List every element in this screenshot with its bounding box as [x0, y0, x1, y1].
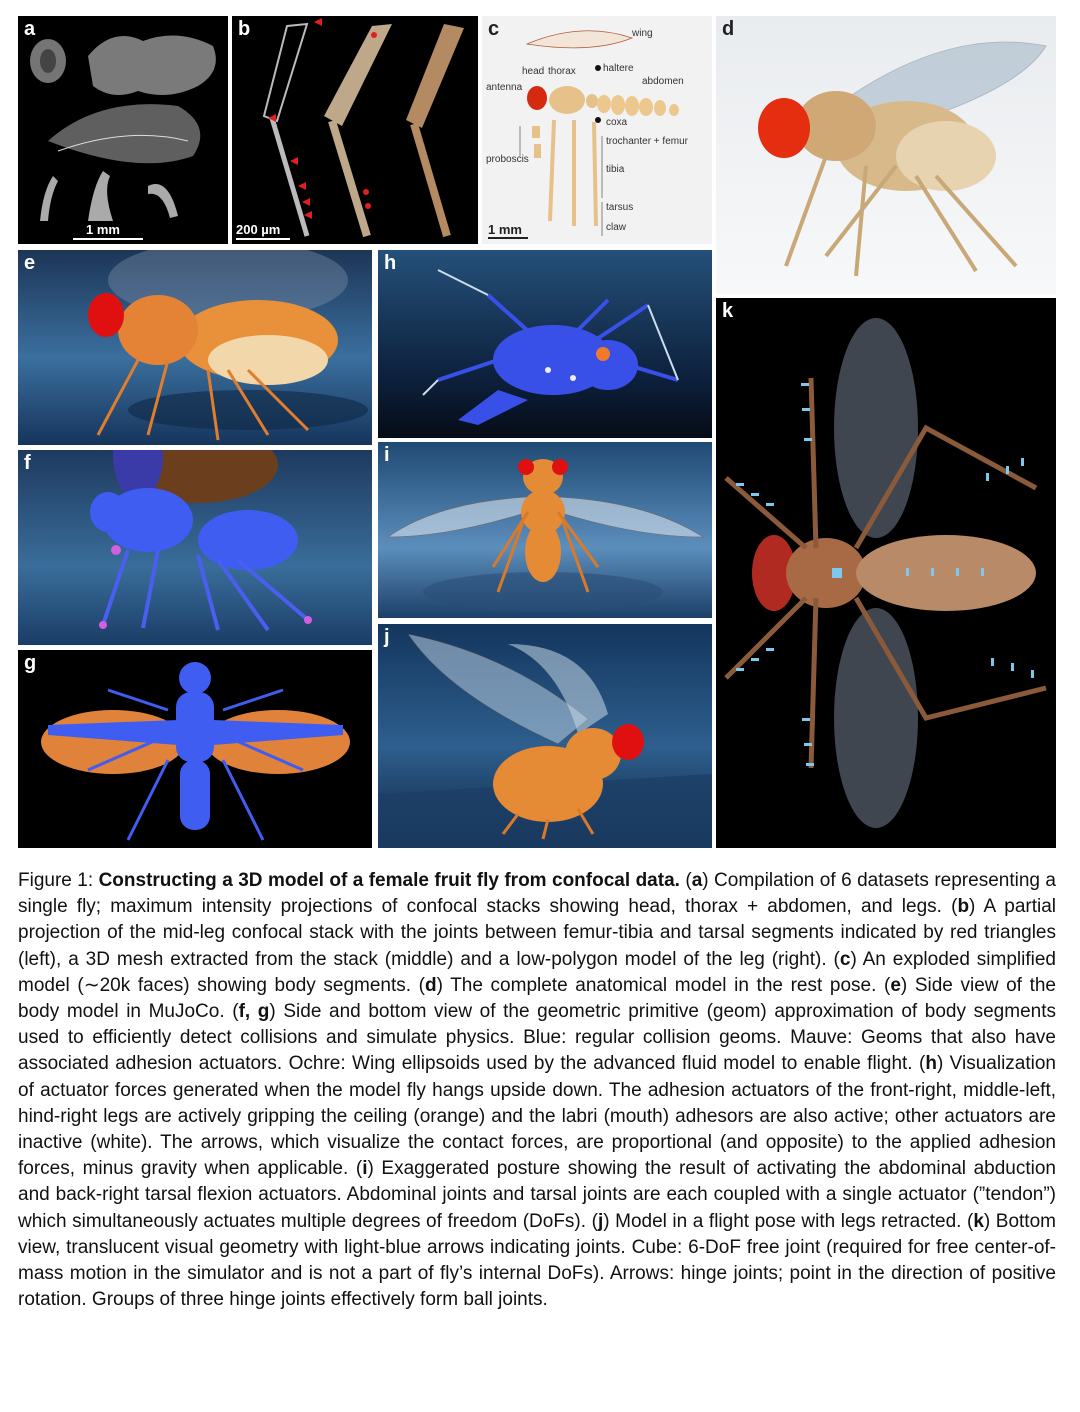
panel-e-label: e: [24, 252, 36, 274]
exaggerated-posture-image: [378, 442, 712, 618]
geom-bottom-view-image: [18, 650, 372, 848]
caption-panel-key: j: [597, 1210, 604, 1232]
flight-pose-image: [378, 624, 712, 848]
panel-c-annotation-abdomen: abdomen: [642, 76, 684, 87]
panel-b-label: b: [238, 18, 251, 40]
mid-leg-confocal-image: [232, 16, 478, 244]
panel-e: [18, 250, 372, 445]
panel-d: [716, 16, 1056, 294]
panel-c-annotation-antenna: antenna: [486, 82, 523, 93]
figure-caption: [18, 868, 1056, 1313]
panel-c-annotation-coxa: coxa: [606, 117, 628, 128]
caption-panel-text: A partial projection of the mid-leg confocal stack with the joints between femur-tibia and tarsal segments indicated by red triangles (left), a 3D mesh extracted from the stack (middle) and a low-polygon model of the leg (right).: [18, 896, 1057, 970]
panel-c-annotation-haltere: haltere: [603, 63, 634, 74]
panel-i-label: i: [384, 444, 390, 466]
caption-panel-text: Bottom view, translucent visual geometry with light-blue arrows indicating joints. Cube: 6-DoF free joint (required for free center-of-mass motion in the simulator and is not a part of fly’s internal DoFs). Arrows: hinge joints; point in the direction of positive rotation. Groups of three hinge joints effectively form ball joints.: [18, 1210, 1056, 1311]
panel-k: [716, 298, 1056, 848]
panel-c-annotation-head: head: [522, 66, 545, 77]
panel-b: [232, 16, 478, 244]
panel-c-label: c: [488, 18, 500, 40]
caption-prefix: Figure 1:: [18, 870, 99, 891]
panel-g: [18, 650, 372, 848]
caption-panel-key: a: [691, 870, 703, 891]
caption-panel-key: d: [424, 974, 437, 996]
panel-j: [378, 624, 712, 848]
panel-c-scale-bar-label: 1 mm: [488, 222, 522, 237]
caption-panel-text: An exploded simplified model (∼20k faces) showing body segments.: [18, 948, 1057, 996]
panel-i: [378, 442, 712, 618]
mujoco-side-view-image: [18, 250, 372, 445]
caption-panel-text: Side view of the body model in MuJoCo.: [18, 974, 1056, 1023]
caption-panel-text: Exaggerated posture showing the result of activating the abdominal abduction and back-right tarsal flexion actuators. Abdominal joints and tarsal joints are each coupled with a single actuator (”tendon”) which simultaneously actuates multiple degrees of freedom (DoFs).: [18, 1158, 1056, 1232]
panel-c-annotation-thorax: thorax: [548, 66, 576, 77]
panel-c-annotation-trochanter-femur: trochanter + femur: [606, 136, 688, 147]
caption-body: (a) Compilation of 6 datasets representing a single fly; maximum intensity projections of confocal stacks showing head, thorax + abdomen, and legs. (b) A partial projection of the mid-leg confocal stack with the joints between femur-tibia and tarsal segments indicated by red triangles (left), a 3D mesh extracted from the stack (middle) and a low-polygon model of the leg (right). (c) An exploded simplified model (∼20k faces) showing body segments. (d) The complete anatomical model in the rest pose. (e) Side view of the body model in MuJoCo. (f, g) Side and bottom view of the geometric primitive (geom) approximation of body segments used to efficiently detect collisions and simulate physics. Blue: regular collision geoms. Mauve: Geoms that also have associated adhesion actuators. Ochre: Wing ellipsoids used by the advanced fluid model to enable flight. (h) Visualization of actuator forces generated when the model fly hangs upside down. The adhesion actuators of the front-right, middle-left, hind-right legs are actively gripping the ceiling (orange) and the labri (mouth) adhesors are also active; other actuators are inactive (white). The arrows, which visualize the contact forces, are proportional (and opposite) to the applied adhesion forces, minus gravity when applicable. (i) Exaggerated posture showing the result of activating the abdominal abduction and back-right tarsal flexion actuators. Abdominal joints and tarsal joints are each coupled with a single actuator (”tendon”) which simultaneously actuates multiple degrees of freedom (DoFs). (j) Model in a flight pose with legs retracted. (k) Bottom view, translucent visual geometry with light-blue arrows indicating joints. Cube: 6-DoF free joint (required for free center-of-mass motion in the simulator and is not a part of fly’s internal DoFs). Arrows: hinge joints; point in the direction of positive rotation. Groups of three hinge joints effectively form ball joints.: [18, 870, 1057, 1311]
anatomical-model-rest-pose-image: [716, 16, 1056, 294]
caption-title: Constructing a 3D model of a female fruit fly from confocal data.: [98, 870, 680, 891]
caption-panel-key: k: [973, 1210, 984, 1232]
panel-c-annotation-claw: claw: [606, 222, 627, 233]
caption-panel-text: Visualization of actuator forces generated when the model fly hangs upside down. The adhesion actuators of the front-right, middle-left, hind-right legs are actively gripping the ceiling (orange) and the labri (mouth) adhesors are also active; other actuators are inactive (white). The arrows, which visualize the contact forces, are proportional (and opposite) to the applied adhesion forces, minus gravity when applicable.: [18, 1053, 1057, 1180]
panel-a: [18, 16, 228, 244]
caption-panel-text: Model in a flight pose with legs retracted.: [609, 1210, 967, 1232]
panel-c-annotation-tibia: tibia: [606, 164, 625, 175]
panel-a-label: a: [24, 18, 36, 40]
panel-g-label: g: [24, 652, 37, 674]
panel-f: [18, 450, 372, 645]
caption-panel-text: Side and bottom view of the geometric primitive (geom) approximation of body segments used to efficiently detect collisions and simulate physics. Blue: regular collision geoms. Mauve: Geoms that also have associated adhesion actuators. Ochre: Wing ellipsoids used by the advanced fluid model to enable flight.: [18, 1001, 1056, 1075]
bottom-view-joints-image: [716, 298, 1056, 848]
panel-h: [378, 250, 712, 438]
panel-k-label: k: [722, 300, 734, 322]
geom-side-view-image: [18, 450, 372, 645]
panel-j-label: j: [384, 626, 390, 648]
panel-c-annotation-wing: wing: [632, 28, 653, 39]
panel-c-annotation-tarsus: tarsus: [606, 202, 634, 213]
panel-h-label: h: [384, 252, 397, 274]
caption-panel-text: Compilation of 6 datasets representing a single fly; maximum intensity projections of confocal stacks showing head, thorax + abdomen, and legs.: [18, 870, 1056, 918]
caption-panel-key: i: [362, 1158, 368, 1180]
caption-panel-key: b: [957, 896, 970, 918]
caption-panel-text: The complete anatomical model in the rest pose.: [442, 974, 884, 996]
caption-panel-key: f, g: [238, 1001, 270, 1023]
caption-panel-key: e: [890, 974, 901, 996]
caption-panel-key: h: [925, 1053, 937, 1075]
exploded-body-model-image: [482, 16, 712, 244]
panel-d-label: d: [722, 18, 735, 40]
caption-panel-key: c: [839, 948, 851, 970]
panel-c-annotation-proboscis: proboscis: [486, 154, 529, 165]
panel-f-label: f: [24, 452, 31, 474]
upside-down-actuator-forces-image: [378, 250, 712, 438]
confocal-projections-image: [18, 16, 228, 244]
panel-c: [482, 16, 712, 244]
panel-b-scale-bar-label: 200 µm: [236, 222, 281, 237]
panel-a-scale-bar-label: 1 mm: [86, 222, 120, 237]
